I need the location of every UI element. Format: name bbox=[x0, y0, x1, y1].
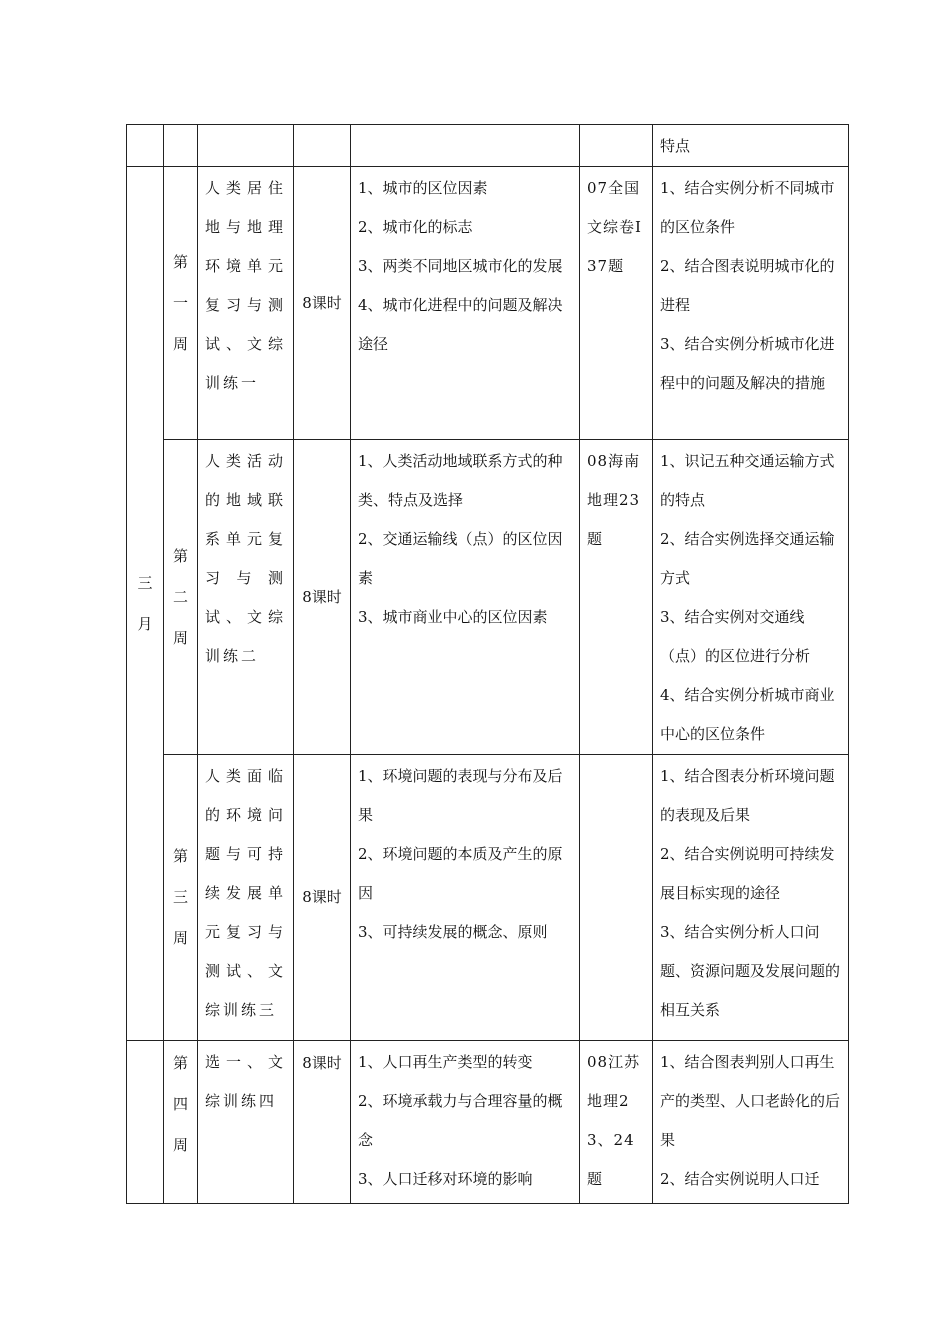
objective-item: 3、结合实例对交通线（点）的区位进行分析 bbox=[660, 608, 811, 665]
unit-cell: 人类面临的环境问题与可持续发展单元复习与测试、文综训练三 bbox=[198, 755, 294, 1041]
month-label: 三月 bbox=[137, 573, 153, 633]
objectives-cell bbox=[653, 440, 849, 755]
week-label: 第一周 bbox=[173, 252, 189, 353]
unit-cell: 人类居住地与地理环境单元复习与测试、文综训练一 bbox=[198, 167, 294, 440]
objective-item: 2、结合图表说明城市化的进程 bbox=[660, 257, 835, 314]
objective-item: 1、结合实例分析不同城市的区位条件 bbox=[660, 179, 835, 236]
exam-cell: 08海南地理23题 bbox=[580, 440, 653, 755]
content-cell bbox=[351, 1041, 580, 1204]
month-cell bbox=[127, 167, 164, 1041]
month-cell-empty bbox=[127, 125, 164, 167]
objective-item: 1、识记五种交通运输方式的特点 bbox=[660, 452, 835, 509]
exam-cell: 08江苏地理23、24题 bbox=[580, 1041, 653, 1204]
week-cell bbox=[164, 440, 198, 755]
objective-item: 2、结合实例说明可持续发展目标实现的途径 bbox=[660, 845, 835, 902]
hours-cell bbox=[294, 440, 351, 755]
exam-cell bbox=[580, 755, 653, 1041]
hours-cell bbox=[294, 167, 351, 440]
week-label: 第三周 bbox=[173, 847, 189, 947]
objective-item: 2、结合实例说明人口迁 bbox=[660, 1170, 820, 1188]
table-row-week-4 bbox=[127, 1041, 849, 1204]
table-row-continued bbox=[127, 125, 849, 167]
objective-item: 1、结合图表分析环境问题的表现及后果 bbox=[660, 767, 835, 824]
content-item: 3、人口迁移对环境的影响 bbox=[358, 1170, 533, 1188]
objectives-cell-tail: 特点 bbox=[653, 125, 849, 167]
table-row-week-2 bbox=[127, 440, 849, 755]
week-cell-empty bbox=[164, 125, 198, 167]
content-item: 3、城市商业中心的区位因素 bbox=[358, 608, 548, 626]
week-cell bbox=[164, 755, 198, 1041]
week-cell bbox=[164, 1041, 198, 1204]
content-item: 2、环境问题的本质及产生的原因 bbox=[358, 845, 563, 902]
content-item: 1、人类活动地域联系方式的种类、特点及选择 bbox=[358, 452, 563, 509]
unit-cell-empty bbox=[198, 125, 294, 167]
content-item: 2、交通运输线（点）的区位因素 bbox=[358, 530, 563, 587]
unit-cell: 选一、文综训练四 bbox=[198, 1041, 294, 1204]
content-cell bbox=[351, 440, 580, 755]
unit-cell: 人类活动的地域联系单元复习与测试、文综训练二 bbox=[198, 440, 294, 755]
content-item: 3、两类不同地区城市化的发展 bbox=[358, 257, 563, 275]
month-cell-empty bbox=[127, 1041, 164, 1204]
hours-label: 8课时 bbox=[302, 888, 342, 906]
hours-label: 8课时 bbox=[302, 1054, 342, 1072]
objective-item: 3、结合实例分析城市化进程中的问题及解决的措施 bbox=[660, 335, 835, 392]
objective-item: 3、结合实例分析人口问题、资源问题及发展问题的相互关系 bbox=[660, 923, 841, 1019]
content-item: 1、环境问题的表现与分布及后果 bbox=[358, 767, 563, 824]
teaching-plan-table bbox=[126, 124, 849, 1204]
content-cell bbox=[351, 167, 580, 440]
content-item: 1、城市的区位因素 bbox=[358, 179, 488, 197]
content-cell-empty bbox=[351, 125, 580, 167]
content-item: 3、可持续发展的概念、原则 bbox=[358, 923, 548, 941]
objectives-cell bbox=[653, 755, 849, 1041]
objective-item: 4、结合实例分析城市商业中心的区位条件 bbox=[660, 686, 835, 743]
hours-label: 8课时 bbox=[302, 587, 342, 606]
objectives-cell bbox=[653, 1041, 849, 1204]
hours-cell bbox=[294, 1041, 351, 1204]
week-label: 第二周 bbox=[173, 546, 189, 647]
content-item: 2、环境承载力与合理容量的概念 bbox=[358, 1092, 563, 1149]
objectives-cell bbox=[653, 167, 849, 440]
hours-label: 8课时 bbox=[302, 293, 342, 312]
week-cell bbox=[164, 167, 198, 440]
content-item: 1、人口再生产类型的转变 bbox=[358, 1053, 533, 1071]
exam-cell: 07全国文综卷Ⅰ 37题 bbox=[580, 167, 653, 440]
objective-item: 1、结合图表判别人口再生产的类型、人口老龄化的后果 bbox=[660, 1053, 841, 1149]
content-item: 2、城市化的标志 bbox=[358, 218, 473, 236]
content-cell bbox=[351, 755, 580, 1041]
week-label: 第四周 bbox=[173, 1054, 189, 1154]
exam-cell-empty bbox=[580, 125, 653, 167]
content-item: 4、城市化进程中的问题及解决途径 bbox=[358, 296, 563, 353]
objective-item: 2、结合实例选择交通运输方式 bbox=[660, 530, 835, 587]
hours-cell bbox=[294, 755, 351, 1041]
table-row-week-3 bbox=[127, 755, 849, 1041]
table-row-week-1 bbox=[127, 167, 849, 440]
hours-cell-empty bbox=[294, 125, 351, 167]
